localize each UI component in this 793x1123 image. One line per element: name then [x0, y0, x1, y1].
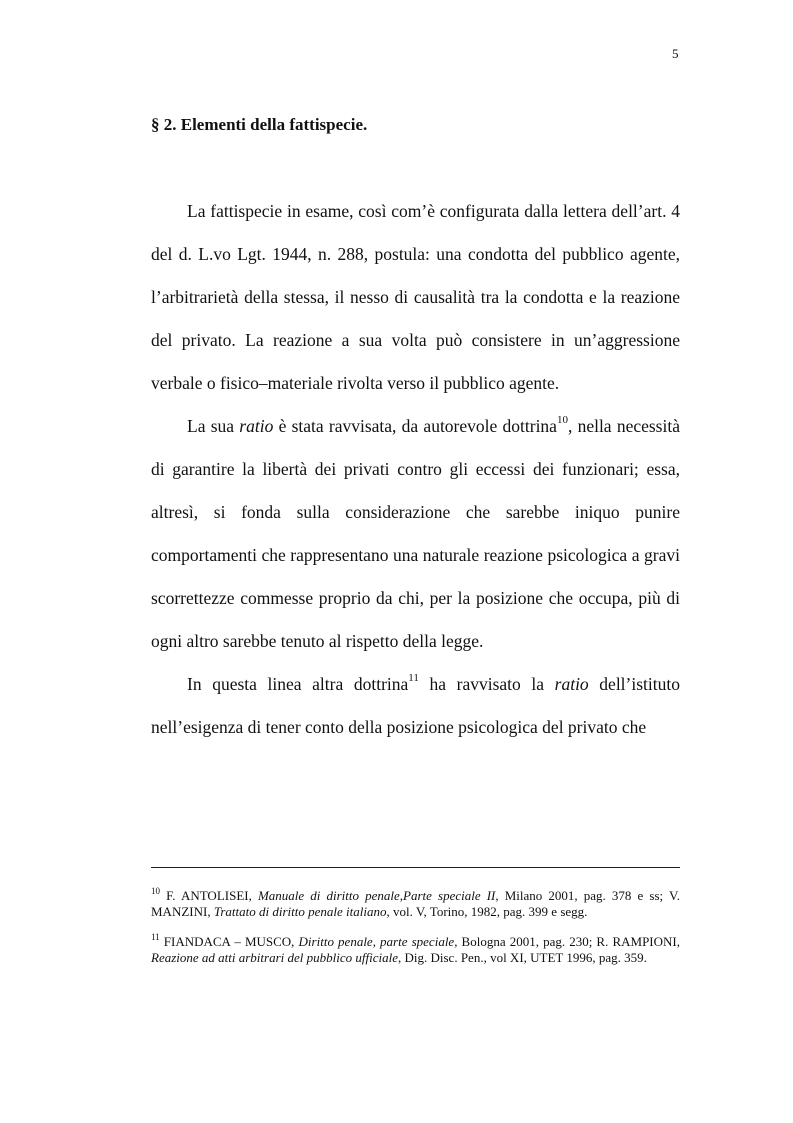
footnote-number: 10 — [151, 885, 160, 896]
italic-term: ratio — [239, 416, 274, 436]
citation-title: Trattato di diritto penale italiano, — [213, 904, 390, 919]
section-heading: § 2. Elementi della fattispecie. — [151, 115, 368, 134]
page-number: 5 — [672, 46, 679, 61]
italic-term: ratio — [554, 674, 589, 694]
citation-title: Reazione ad atti arbitrari del pubblico ufficiale — [151, 950, 398, 965]
paragraph-3: In questa linea altra dottrina$^{11}$ ha ravvisato la ratio dell’istituto nell’esigenza di tener conto della posizione psicologica del privato che — [151, 672, 680, 737]
citation-title: Diritto penale, parte speciale, — [298, 934, 458, 949]
paragraph-2: La sua ratio è stata ravvisata, da autorevole dottrina$^{10}$, nella necessità di garantire la libertà dei privati contro gli eccessi dei funzionari; essa, altresì, si fonda sulla considerazione che sarebbe iniquo punire comportamenti che rappresentano una naturale reazione psicologica a gravi scorrettezze commesse proprio da chi, per la posizione che occupa, più di ogni altro sarebbe tenuto al rispetto della legge. — [151, 414, 680, 651]
paragraph-1: La fattispecie in esame, così com’è configurata dalla lettera dell’art. 4 del d. L.vo Lgt. 1944, n. 288, postula: una condotta del pubblico agente, l’arbitrarietà della stessa, il nesso di causalità tra la condotta e la reazione del privato. La reazione a sua volta può consistere in un’aggressione verbale o fisico–materiale rivolta verso il pubblico agente. — [151, 201, 680, 393]
footnote-number: 11 — [151, 931, 160, 942]
footnote-divider — [151, 867, 680, 868]
body-text — [151, 190, 680, 749]
footnotes — [151, 885, 680, 980]
footnote-10: $^{10}$ F. ANTOLISEI, Manuale di diritto penale,Parte speciale II, Milano 2001, pag. 378 e ss; V. MANZINI, Trattato di diritto penale italiano, vol. V, Torino, 1982, pag. 399 e segg. — [151, 885, 680, 919]
footnote-ref-11[interactable]: 11 — [408, 672, 419, 685]
citation-title: Manuale di diritto penale,Parte speciale II, — [257, 888, 499, 903]
footnote-ref-10[interactable]: 10 — [556, 414, 568, 427]
footnote-11: $^{11}$ FIANDACA – MUSCO, Diritto penale, parte speciale, Bologna 2001, pag. 230; R. RAMPIONI, Reazione ad atti arbitrari del pubblico ufficiale, Dig. Disc. Pen., vol XI, UTET 1996, pag. 359. — [151, 931, 680, 965]
